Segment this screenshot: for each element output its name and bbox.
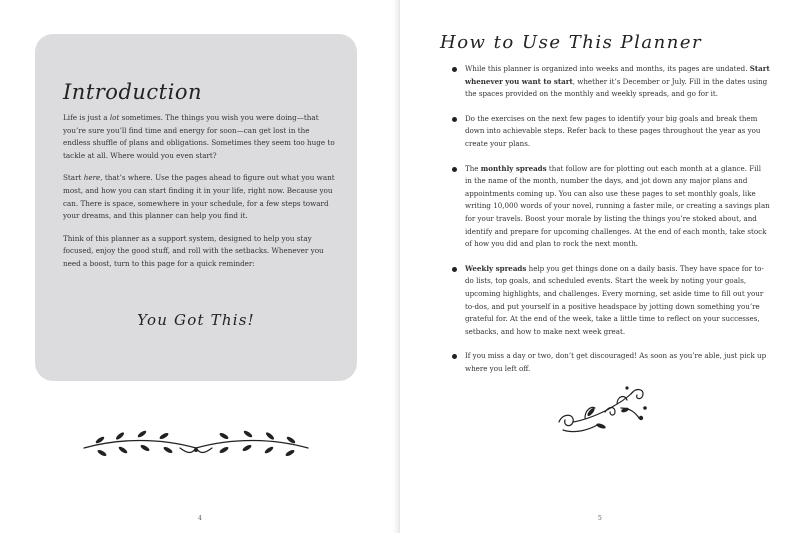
how-to-use-title: How to Use This Planner bbox=[440, 32, 703, 53]
list-item: Do the exercises on the next few pages to identify your big goals and break them down into achievable steps. Refer back to these pages throughout the year as you create your plans. bbox=[450, 113, 770, 151]
list-item: The monthly spreads that follow are for plotting out each month at a glance. Fill in the name of the month, number the days, and jot down any major plans and appointments coming up. You can also use these pages to set monthly goals, like writing 10,000 words of your novel, running a faster mile, or creating a savings plan for your travels. Boost your morale by listing the things you’re stoked about, and identify and prepare for upcoming challenges. At the end of each month, take stock of how you did and plan to rock the next month. bbox=[450, 163, 770, 251]
intro-paragraph-2: Start here, that’s where. Use the pages ahead to figure out what you want most, and how you can start finding it in your life, right now. Because you can. There is space, somewhere in your schedule, for a few steps toward your dreams, and this planner can help you find it. bbox=[63, 173, 335, 221]
introduction-title: Introduction bbox=[63, 80, 202, 104]
list-item: If you miss a day or two, don’t get discouraged! As soon as you’re able, just pick up where you left off. bbox=[450, 350, 770, 375]
list-item: While this planner is organized into weeks and months, its pages are undated. Start whenever you want to start, whether it’s December or July. Fill in the dates using the spaces provided on the monthly and weekly spreads, and go for it. bbox=[450, 63, 770, 101]
intro-paragraph-1: Life is just a lot sometimes. The things you wish you were doing—that you’re sure you’ll find time and energy for soon—can get lost in the endless shuffle of plans and obligations. Sometimes they seem too huge to tackle at all. Where would you even start? bbox=[63, 113, 335, 160]
page-number-right: 5 bbox=[598, 515, 602, 522]
swirl-flower-icon bbox=[555, 382, 650, 442]
list-item: Weekly spreads help you get things done on a daily basis. They have space for to-do lists, top goals, and scheduled events. Start the week by noting your goals, upcoming highlights, and challenges. Every morning, set aside time to fill out your to-dos, and put yourself in a positive headspace by jotting down something you’re grateful for. At the end of the week, take a little time to reflect on your successes, setbacks, and how to make next week great. bbox=[450, 263, 770, 339]
left-page bbox=[0, 0, 399, 533]
intro-paragraph-3: Think of this planner as a support system, designed to help you stay focused, enjoy the good stuff, and roll with the setbacks. Whenever you need a boost, turn to this page for a quick reminder: bbox=[63, 233, 324, 268]
instructions-list bbox=[450, 63, 770, 387]
introduction-body bbox=[63, 112, 338, 281]
page-number-left: 4 bbox=[198, 515, 202, 522]
motto-text: You Got This! bbox=[137, 311, 255, 329]
leafy-vine-icon bbox=[80, 428, 312, 464]
